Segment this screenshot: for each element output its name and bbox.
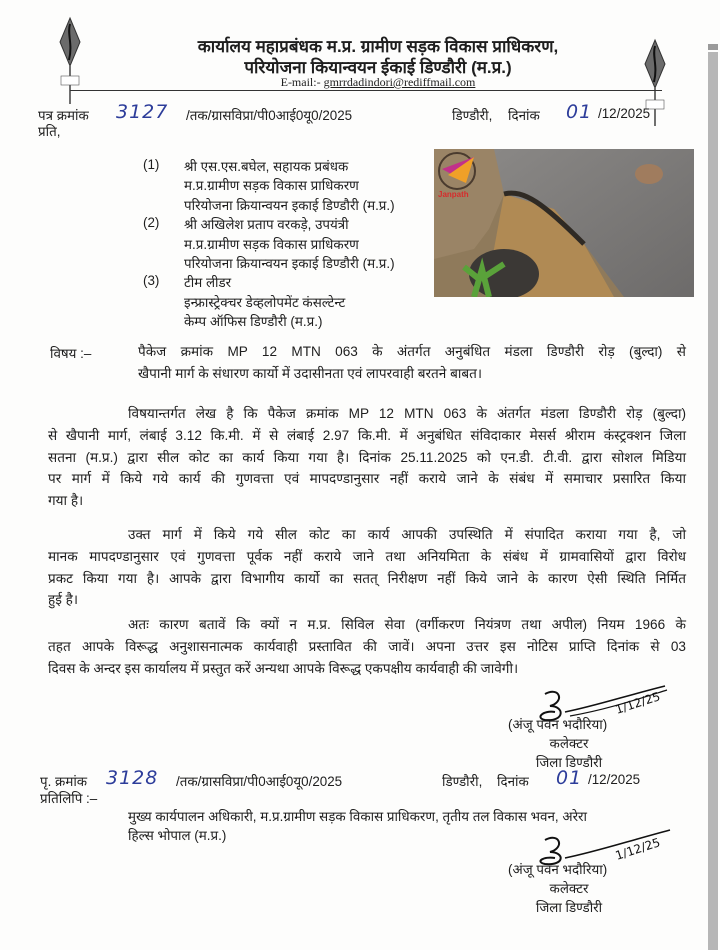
letterhead-office-title: कार्यालय महाप्रबंधक म.प्र. ग्रामीण सड़क विकास प्राधिकरण,: [197, 37, 559, 56]
recipient-line: श्री एस.एस.बघेल, सहायक प्रबंधक: [184, 159, 349, 174]
paragraph-line: पर मार्ग में किये गये कार्य की गुणवत्ता एवं मापदण्डानुसार नहीं कराये जाने के संबंध में समाचार प्रसारित किया: [48, 471, 686, 487]
paragraph-line: उक्त मार्ग में किये गये सील कोट का कार्य आपकी उपस्थिति में संपादित कराया गया है, जो: [128, 527, 686, 542]
recipient-line: केम्प ऑफिस डिण्डौरी (म.प्र.): [184, 314, 323, 329]
copy-date-label: दिनांक: [497, 774, 529, 789]
body-paragraph-2: [48, 546, 686, 611]
recipient-line: म.प्र.ग्रामीण सड़क विकास प्राधिकरण: [184, 178, 359, 193]
copy-date-day: 01: [556, 767, 583, 789]
signatory-district: जिला डिण्डौरी: [535, 900, 603, 915]
subject-label: विषय :–: [50, 346, 92, 361]
recipient-line: म.प्र.ग्रामीण सड़क विकास प्राधिकरण: [184, 237, 359, 252]
recipient-number: (1): [143, 157, 160, 172]
paragraph-line: दिवस के अन्दर इस कार्यालय में प्रस्तुत करें अन्यथा आपके विरूद्ध एकपक्षीय कार्यवाही की जावेगी।: [48, 660, 519, 676]
copy-recipient-line: मुख्य कार्यपालन अधिकारी, म.प्र.ग्रामीण सड़क विकास प्राधिकरण, तृतीय तल विकास भवन, अरेरा: [128, 809, 587, 824]
recipient-line: परियोजना क्रियान्वयन इकाई डिण्डौरी (म.प्र.): [184, 256, 395, 271]
signatory-designation: कलेक्टर: [549, 736, 589, 751]
paragraph-line: विषयान्तर्गत लेख है कि पैकेज क्रमांक MP 12 MTN 063 के अंतर्गत मंडला डिण्डौरी रोड़ (बुल्दा): [128, 406, 686, 421]
photo-watermark: Janpath: [438, 190, 469, 199]
paragraph-line: सतना (म.प्र.) द्वारा सील कोट का कार्य किया गया है। दिनांक 25.11.2025 को एन.डी. टी.वी. द्वारा सोशल मिडिया: [48, 449, 686, 465]
body-paragraph-2-first: [128, 524, 686, 546]
letter-date-day: 01: [566, 101, 593, 123]
letter-date-label: दिनांक: [508, 108, 540, 123]
copy-ref-suffix: /तक/ग्रासविप्रा/पी0आई0यू0/2025: [176, 774, 343, 789]
body-paragraph-1-first: [128, 403, 686, 425]
to-label: प्रति,: [38, 124, 61, 139]
letter-place: डिण्डौरी,: [452, 108, 493, 123]
paragraph-line: गया है।: [48, 492, 84, 508]
signatory-name: (अंजू पवन भदौरिया): [508, 862, 608, 877]
recipient-line: परियोजना क्रियान्वयन इकाई डिण्डौरी (म.प्र.): [184, 198, 395, 213]
paragraph-line: अतः कारण बतावें कि क्यों न म.प्र. सिविल सेवा (वर्गीकरण नियंत्रण तथा अपील) नियम 1966 के: [128, 617, 686, 632]
email-address[interactable]: gmrrdadindori@rediffmail.com: [323, 75, 476, 89]
paragraph-line: से खैपानी मार्ग, लंबाई 3.12 कि.मी. में से लंबाई 2.97 कि.मी. में अनुबंधित संविदाकार मेसर्स श्रीराम कंस्ट्रक्शन जिला: [48, 428, 686, 443]
paragraph-line: मानक मापदण्डानुसार एवं गुणवत्ता पूर्वक नहीं कराये जाने तथा अनियमिता के संबंध में ग्रामवासियों द्वारा विरोध: [48, 549, 686, 564]
signature-date: 1/12/25: [613, 689, 662, 717]
signature-date: 1/12/25: [613, 835, 662, 863]
recipient-line: श्री अखिलेश प्रताप वरकड़े, उपयंत्री: [184, 217, 349, 232]
email-label: E-mail:-: [280, 75, 321, 89]
letterhead-divider: [70, 90, 662, 91]
body-paragraph-3: [48, 636, 686, 679]
signatory-district: जिला डिण्डौरी: [535, 755, 603, 770]
letterhead-email: [178, 75, 578, 90]
paragraph-line: प्रकट किया गया है। आपके द्वारा विभागीय कार्यो का सतत् निरीक्षण नहीं किये जाने के कारण ऐसी स्थिति निर्मित: [48, 570, 686, 586]
body-paragraph-3-first: [128, 614, 686, 636]
subject-line: पैकेज क्रमांक MP 12 MTN 063 के अंतर्गत अनुबंधित मंडला डिण्डौरी रोड़ (बुल्दा) से: [138, 344, 686, 359]
copy-date-suffix: /12/2025: [588, 772, 641, 787]
copy-label: प्रतिलिपि :–: [40, 791, 98, 806]
vertical-scrollbar[interactable]: [708, 52, 718, 950]
road-damage-photo: [434, 149, 694, 297]
letter-ref-label: पत्र क्रमांक: [38, 108, 89, 123]
copy-ref-number: 3128: [106, 767, 159, 789]
letter-ref-suffix: /तक/ग्रासविप्रा/पी0आई0यू0/2025: [186, 108, 353, 123]
letter-date-suffix: /12/2025: [598, 106, 651, 121]
recipient-line: इन्फ्रास्ट्रेक्चर डेव्हलोपमेंट कंसल्टेन्ट: [184, 295, 346, 310]
subject-text: [138, 341, 686, 384]
recipient-number: (2): [143, 215, 160, 230]
body-paragraph-1: [48, 425, 686, 511]
copy-recipient-line: हिल्स भोपाल (म.प्र.): [128, 828, 227, 843]
letter-ref-number: 3127: [116, 101, 169, 123]
paragraph-line: तहत आपके विरूद्ध अनुशासनात्मक कार्यवाही प्रस्तावित की जावें। अपना उत्तर इस नोटिस प्राप्ति दिनांक से 03: [48, 639, 686, 654]
scrollbar-arrow[interactable]: [708, 44, 718, 50]
road-emblem-logo-left: [58, 16, 82, 106]
recipient-number: (3): [143, 273, 160, 288]
paragraph-line: हुई है।: [48, 592, 79, 608]
copy-place: डिण्डौरी,: [442, 774, 483, 789]
signatory-name: (अंजू पवन भदौरिया): [508, 717, 608, 732]
letterhead-unit-title: परियोजना कियान्वयन ईकाई डिण्डौरी (म.प्र.): [244, 58, 512, 77]
signatory-designation: कलेक्टर: [549, 881, 589, 896]
recipient-line: टीम लीडर: [184, 275, 232, 290]
subject-line: खैपानी मार्ग के संधारण कार्यो में उदासीनता एवं लापरवाही बरतने बाबत।: [138, 365, 483, 381]
copy-ref-label: पृ. क्रमांक: [40, 774, 88, 789]
